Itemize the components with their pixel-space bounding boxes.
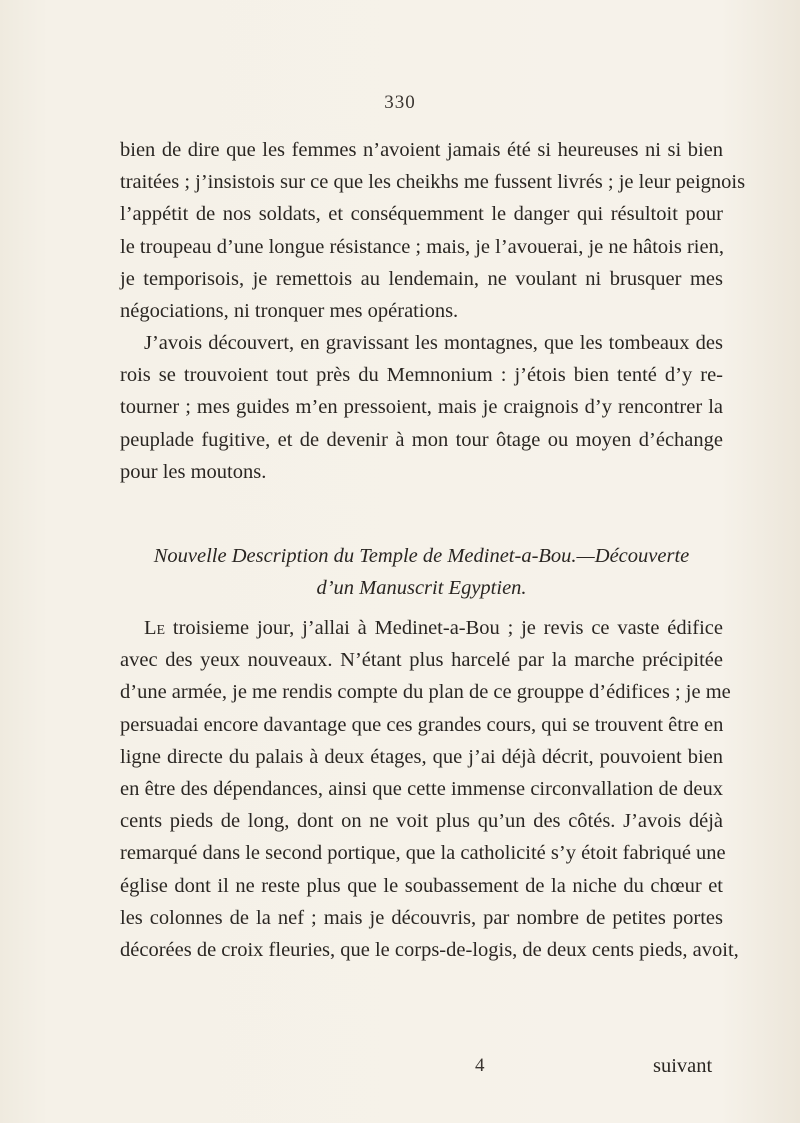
text-line: d’une armée, je me rendis compte du plan de ce grouppe d’édifices ; je me — [120, 681, 731, 704]
text-line: le troupeau d’une longue résistance ; mais, je l’avouerai, je ne hâtois rien, — [120, 235, 724, 258]
text-line: l’appétit de nos soldats, et conséquemment le danger qui résultoit pour — [120, 203, 723, 226]
text-line — [120, 612, 723, 644]
text-line: J’avois découvert, en gravissant les montagnes, que les tombeaux des — [144, 332, 723, 354]
text-line: persuadai encore davantage que ces grandes cours, qui se trouvent être en — [120, 713, 724, 736]
catchword: suivant — [653, 1055, 713, 1077]
text-line: église dont il ne reste plus que le soubassement de la niche du chœur et — [120, 874, 723, 897]
text-line: traitées ; j’insistois sur ce que les cheikhs me fussent livrés ; je leur peignois — [120, 171, 746, 194]
text-line: pour les moutons. — [120, 460, 267, 483]
text-line: tourner ; mes guides m’en pressoient, mais je craignois d’y rencontrer la — [120, 396, 723, 419]
section-heading — [120, 540, 723, 604]
text-line: peuplade fugitive, et de devenir à mon tour ôtage ou moyen d’échange — [120, 428, 723, 451]
text-line: les colonnes de la nef ; mais je découvris, par nombre de petites portes — [120, 906, 723, 929]
heading-line: Nouvelle Description du Temple de Medinet-a-Bou.—Découverte — [153, 545, 690, 567]
text-line: en être des dépendances, ainsi que cette immense circonvallation de deux — [120, 778, 723, 801]
text-line: négociations, ni tronquer mes opérations. — [120, 300, 459, 323]
text-line: cents pieds de long, dont on ne voit plus qu’un des côtés. J’avois déjà — [120, 810, 723, 833]
first-line-rest: troisieme jour, j’allai à Medinet-a-Bou ; je revis ce vaste édifice — [165, 617, 723, 639]
text-line: ligne directe du palais à deux étages, que j’ai déjà décrit, pouvoient bien — [120, 745, 723, 768]
heading-line: d’un Manuscrit Egyptien. — [316, 577, 527, 599]
paragraph-1 — [120, 134, 746, 327]
signature-mark: 4 — [475, 1055, 485, 1076]
text-line: je temporisois, je remettois au lendemain, ne voulant ni brusquer mes — [120, 267, 723, 290]
lead-word: Le — [144, 617, 166, 639]
text-line: rois se trouvoient tout près du Memnonium : j’étois bien tenté d’y re- — [120, 364, 723, 387]
text-line: avec des yeux nouveaux. N’étant plus harcelé par la marche précipitée — [120, 649, 723, 672]
text-line: remarqué dans le second portique, que la catholicité s’y étoit fabriqué une — [120, 842, 726, 865]
text-line: décorées de croix fleuries, que le corps-de-logis, de deux cents pieds, avoit, — [120, 939, 739, 962]
paragraph-3 — [120, 612, 739, 966]
paragraph-2 — [120, 327, 723, 488]
text-line: bien de dire que les femmes n’avoient jamais été si heureuses ni si bien — [120, 139, 723, 161]
page-number: 330 — [384, 92, 416, 113]
